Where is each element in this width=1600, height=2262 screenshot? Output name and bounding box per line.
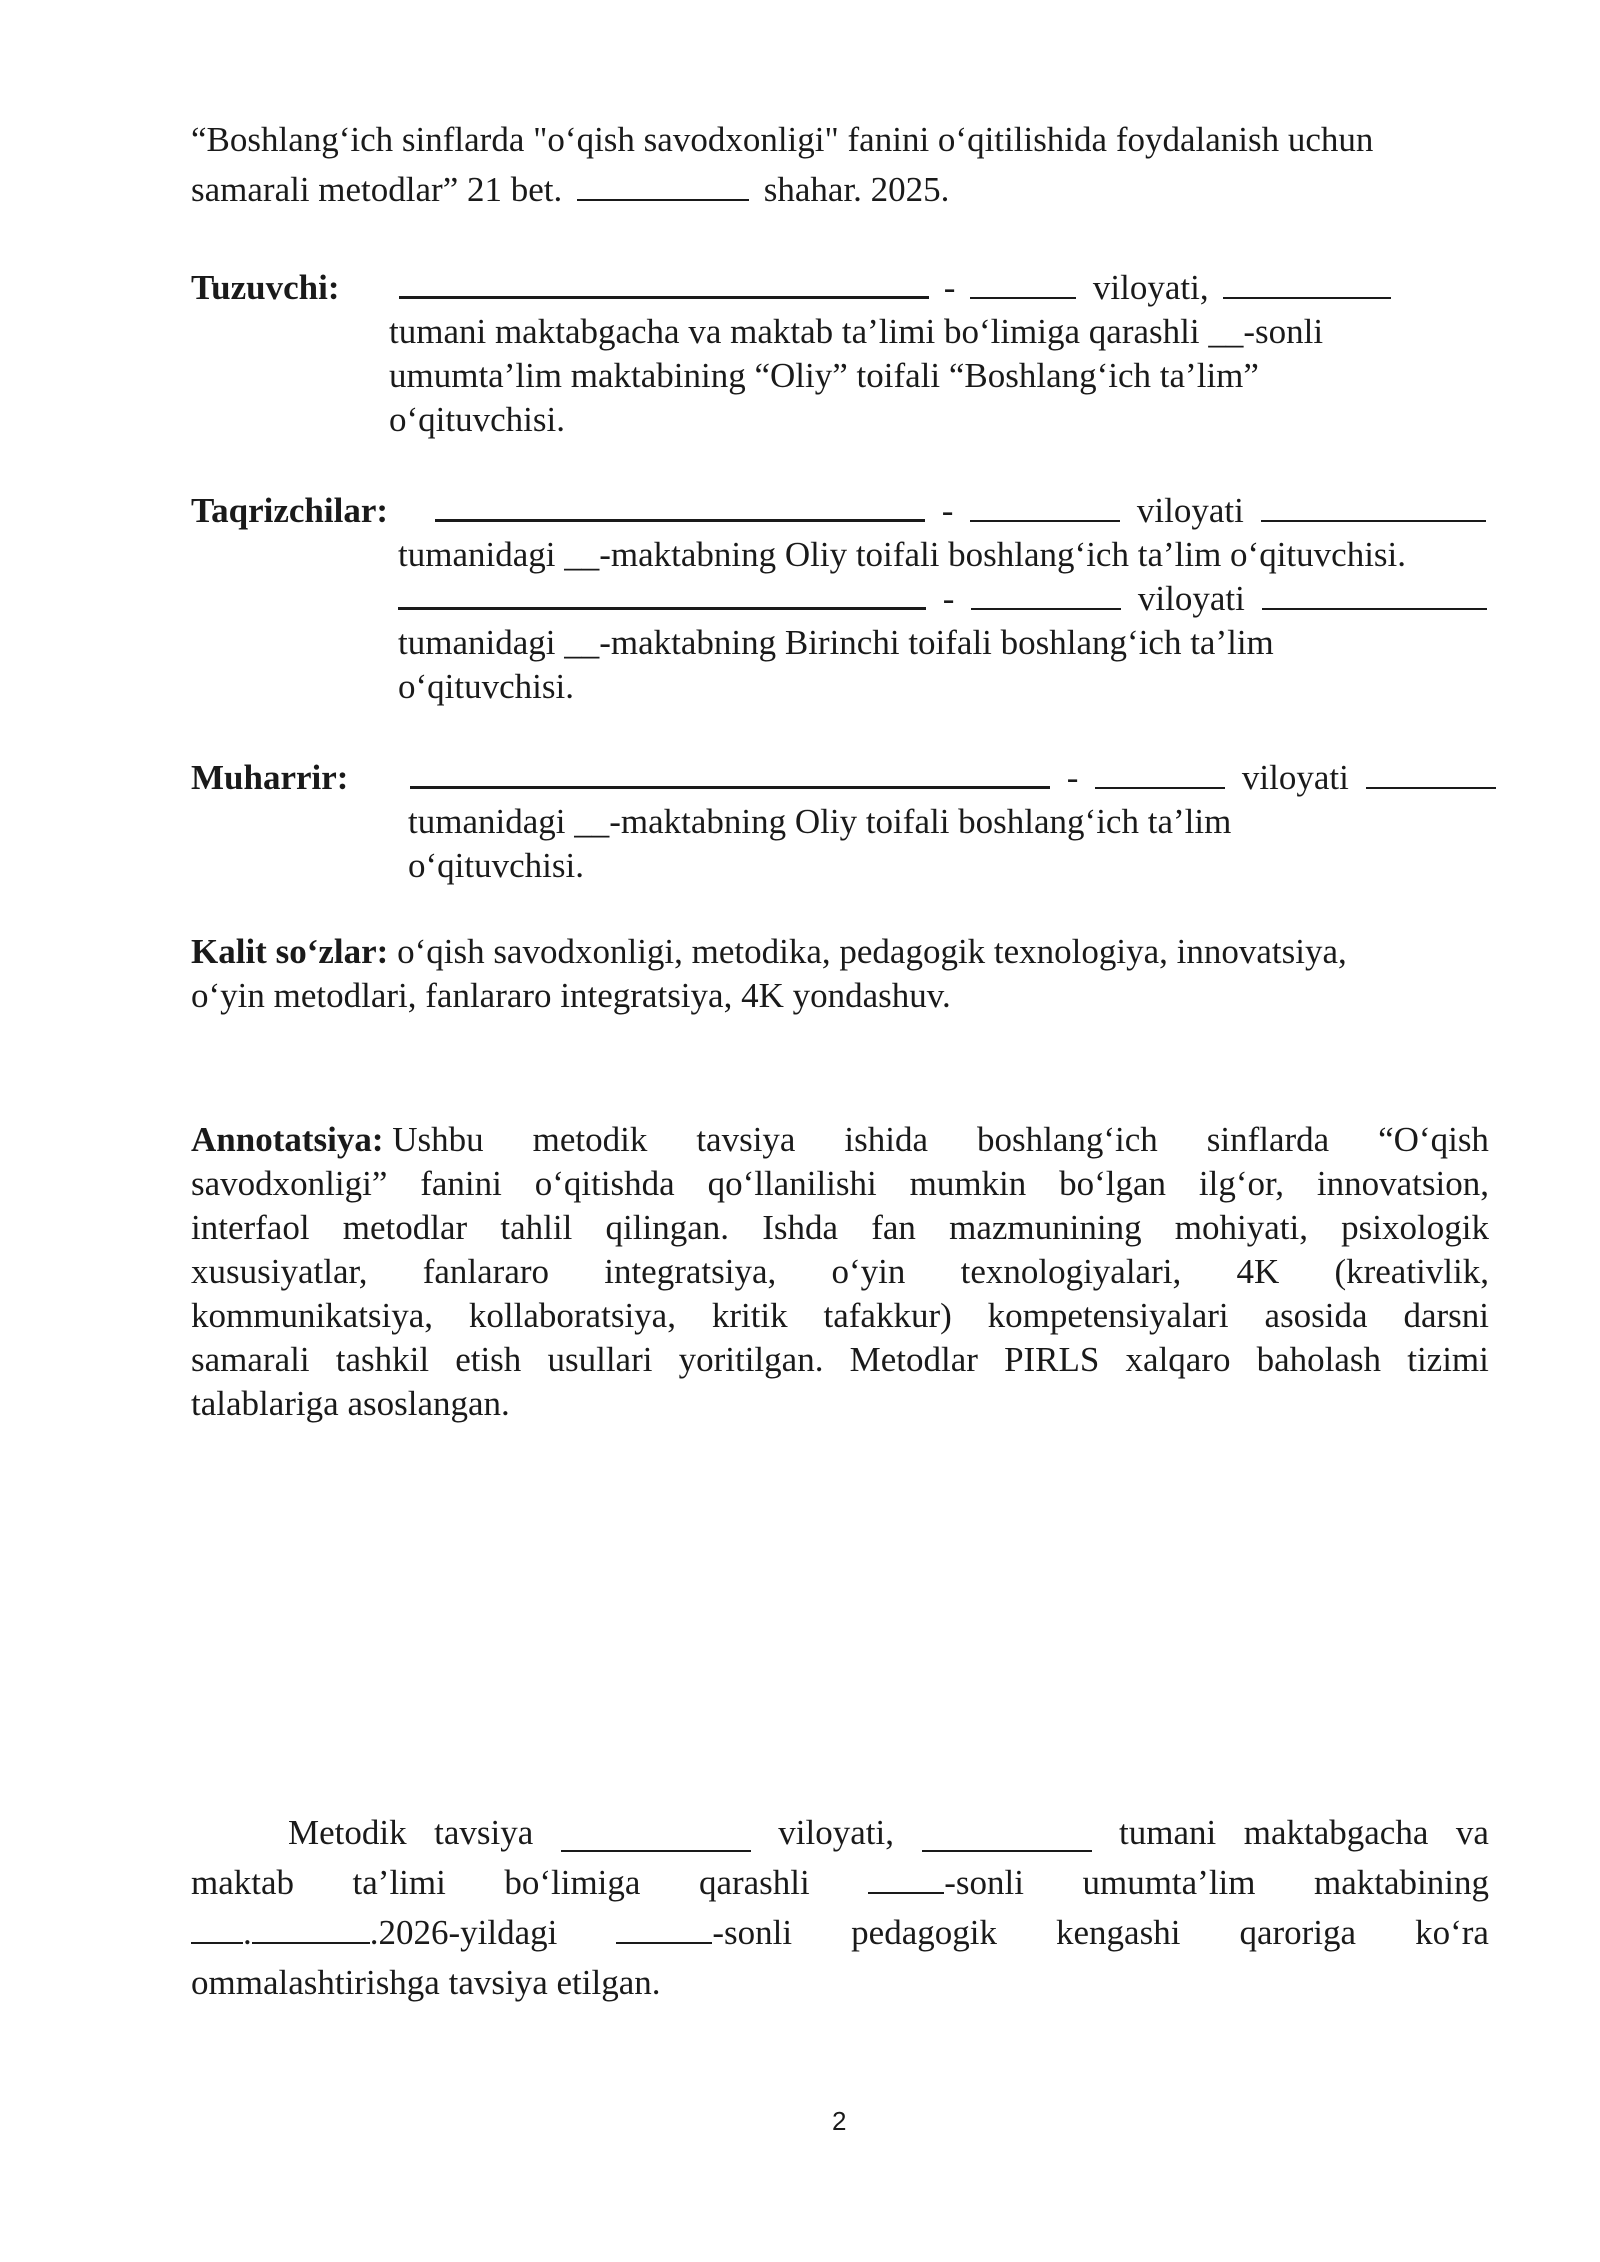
annotation-word: boshlang‘ich [976, 1120, 1158, 1159]
annotation-word: asosida [1264, 1296, 1368, 1335]
annotation-word: Metodlar [849, 1340, 978, 1379]
annotation-word: psixologik [1341, 1208, 1489, 1247]
school-number-blank [868, 1862, 944, 1894]
annotation-word: texnologiyalari, [960, 1252, 1182, 1291]
annotation-line [191, 1162, 1489, 1206]
annotation-word: bo‘lgan [1059, 1164, 1167, 1203]
annotation-word: baholash [1256, 1340, 1382, 1379]
city-blank [577, 169, 749, 201]
annotation-word: savodxonligi” [191, 1164, 388, 1203]
annotation-word: etish [455, 1340, 522, 1379]
recommendation-block [191, 1808, 1489, 2008]
keywords-line-1: o‘qish savodxonligi, metodika, pedagogik texnologiya, innovatsiya, [397, 932, 1347, 971]
annotation-block [191, 1118, 1489, 1426]
annotation-word: yoritilgan. [678, 1340, 824, 1379]
bibliographic-header [191, 118, 1491, 212]
annotation-word: kompetensiyalari [987, 1296, 1229, 1335]
reviewer-1-details: tumanidagi __-maktabning Oliy toifali boshlang‘ich ta’lim o‘qituvchisi. [398, 535, 1407, 574]
editor-line-1: - viloyati [410, 756, 1496, 800]
annotation-word: darsni [1403, 1296, 1489, 1335]
tuzuvchi-label: Tuzuvchi: [191, 268, 340, 307]
annotation-word: o‘qitishda [534, 1164, 675, 1203]
tuzuvchi-line-1: - viloyati, [399, 266, 1391, 310]
annotation-word: sinflarda [1206, 1120, 1330, 1159]
keywords-block [191, 930, 1491, 1018]
recommendation-line-2: maktab ta’limi bo‘limiga qarashli -sonli umumta’lim maktabining [191, 1863, 1489, 1902]
annotation-word: Annotatsiya: Ushbu [191, 1120, 484, 1159]
annotation-word: (kreativlik, [1334, 1252, 1489, 1291]
recommendation-line-4: ommalashtirishga tavsiya etilgan. [191, 1963, 661, 2002]
recommendation-line-1: Metodik tavsiya viloyati, tumani maktabgacha va [288, 1813, 1489, 1852]
annotation-word: kritik [711, 1296, 788, 1335]
annotation-word: mumkin [909, 1164, 1027, 1203]
annotation-word: tashkil [335, 1340, 430, 1379]
editor-details: tumanidagi __-maktabning Oliy toifali boshlang‘ich ta’lim o‘qituvchisi. [408, 802, 1232, 885]
taqrizchilar-label: Taqrizchilar: [191, 491, 389, 530]
annotation-word: tahlil [500, 1208, 573, 1247]
annotation-word: kollaboratsiya, [468, 1296, 676, 1335]
annotation-word: samarali [191, 1340, 310, 1379]
month-blank [252, 1912, 370, 1944]
annotation-line [191, 1294, 1489, 1338]
annotation-word: fanini [420, 1164, 502, 1203]
reviewer-2-details: tumanidagi __-maktabning Birinchi toifali boshlang‘ich ta’lim o‘qituvchisi. [398, 623, 1274, 706]
header-title-end: samarali metodlar” 21 bet. [191, 170, 563, 209]
annotation-line [191, 1206, 1489, 1250]
author-name-blank [399, 266, 929, 299]
region-blank [970, 267, 1076, 299]
header-city-year: shahar. 2025. [763, 170, 950, 209]
annotation-word: mazmunining [949, 1208, 1142, 1247]
annotation-word: fan [871, 1208, 916, 1247]
keywords-line-2: o‘yin metodlari, fanlararo integratsiya, 4K yondashuv. [191, 976, 951, 1015]
district-blank [1223, 267, 1391, 299]
reviewer-2-region-blank [971, 578, 1121, 610]
annotation-word: “O‘qish [1378, 1120, 1489, 1159]
reviewer-2-district-blank [1262, 578, 1487, 610]
annotation-line-1 [191, 1118, 1489, 1162]
annotation-word: metodik [532, 1120, 648, 1159]
annotation-word: tizimi [1407, 1340, 1489, 1379]
annotation-word: fanlararo [422, 1252, 550, 1291]
reviewer-1-line-1: - viloyati [435, 489, 1486, 533]
reviewer-1-region-blank [970, 490, 1120, 522]
annotation-line [191, 1338, 1489, 1382]
editor-region-blank [1095, 757, 1225, 789]
annotation-last-line: talablariga asoslangan. [191, 1384, 510, 1423]
header-line-1: “Boshlang‘ich sinflarda "o‘qish savodxonligi" fanini o‘qitilishida foydalanish uchun [191, 120, 1374, 159]
annotation-word: innovatsion, [1316, 1164, 1489, 1203]
annotation-line [191, 1250, 1489, 1294]
reviewer-1-district-blank [1261, 490, 1486, 522]
annotation-word: metodlar [342, 1208, 468, 1247]
annotation-word: kommunikatsiya, [191, 1296, 434, 1335]
annotation-word: o‘yin [831, 1252, 906, 1291]
header-line-2 [191, 168, 1491, 212]
annotation-word: ishida [844, 1120, 929, 1159]
annotation-word: ilg‘or, [1198, 1164, 1285, 1203]
annotation-word: qilingan. [605, 1208, 729, 1247]
page-number: 2 [832, 2106, 847, 2136]
editor-name-blank [410, 756, 1050, 789]
day-blank [191, 1912, 243, 1944]
annotation-word: integratsiya, [604, 1252, 777, 1291]
annotation-word: tafakkur) [823, 1296, 952, 1335]
tuzuvchi-details: tumani maktabgacha va maktab ta’limi bo‘limiga qarashli __-sonli umumta’lim maktabining “Oliy” toifali “Boshlang‘ich ta’lim” o‘qituvchisi. [389, 312, 1324, 439]
annotation-word: xususiyatlar, [191, 1252, 368, 1291]
recommendation-region-blank [561, 1820, 751, 1852]
annotation-word: tavsiya [696, 1120, 796, 1159]
annotation-word: PIRLS [1004, 1340, 1100, 1379]
reviewer-1-name-blank [435, 489, 925, 522]
annotation-word: Ishda [762, 1208, 838, 1247]
reviewer-2-name-blank [398, 577, 926, 610]
annotation-word: interfaol [191, 1208, 310, 1247]
recommendation-district-blank [922, 1820, 1092, 1852]
annotation-first-line [191, 1118, 1489, 1162]
protocol-number-blank [616, 1912, 712, 1944]
recommendation-line-3: . .2026-yildagi -sonli pedagogik kengashi qaroriga ko‘ra [191, 1908, 1489, 1958]
muharrir-label: Muharrir: [191, 758, 349, 797]
annotation-word: usullari [547, 1340, 653, 1379]
annotation-word: xalqaro [1125, 1340, 1231, 1379]
annotation-word: qo‘llanilishi [707, 1164, 877, 1203]
keywords-label: Kalit so‘zlar: [191, 932, 389, 971]
annotation-word: mohiyati, [1174, 1208, 1308, 1247]
reviewer-2-line-1: - viloyati [398, 577, 1487, 621]
annotation-word: 4K [1236, 1252, 1280, 1291]
annotation-label: Annotatsiya: [191, 1120, 393, 1159]
editor-district-blank [1366, 757, 1496, 789]
